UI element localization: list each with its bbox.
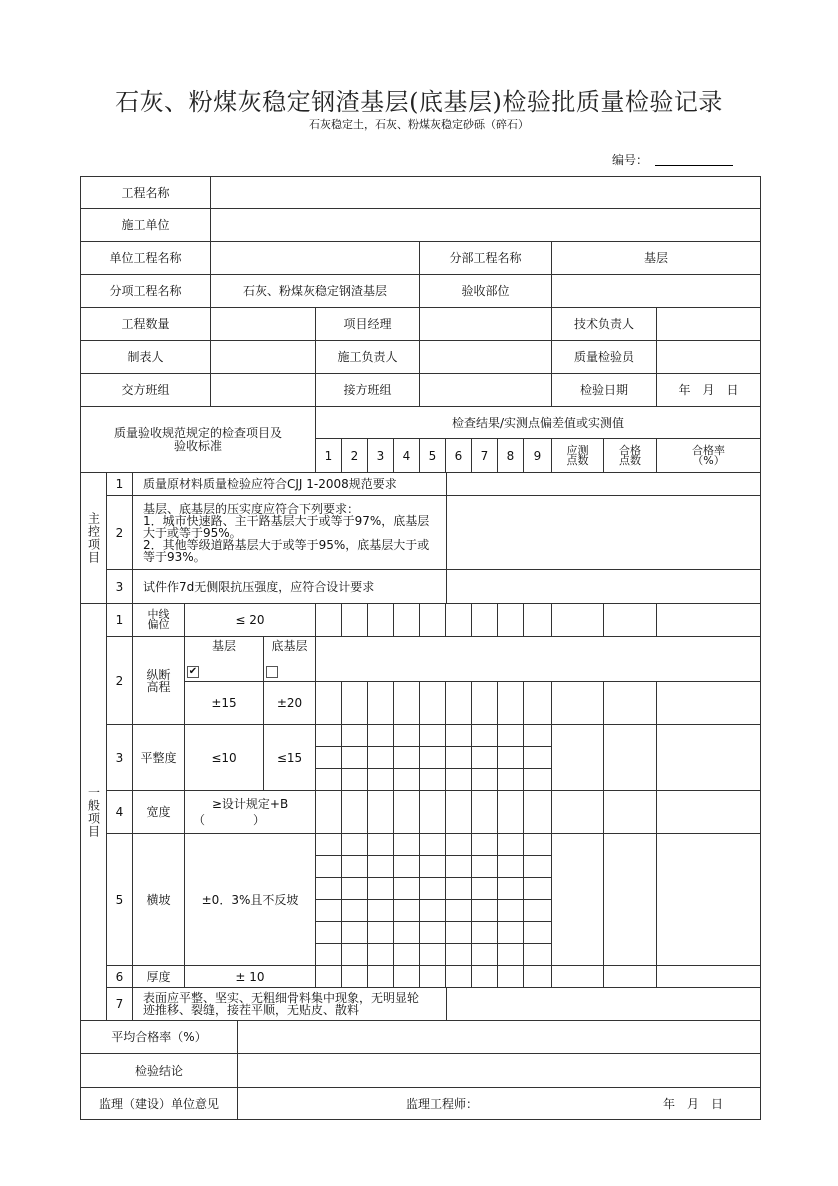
point-cell[interactable] — [523, 965, 552, 988]
point-cell[interactable] — [523, 943, 552, 966]
point-cell[interactable] — [419, 746, 446, 769]
tech-lead-field[interactable] — [656, 307, 761, 341]
point-cell[interactable] — [367, 921, 394, 944]
quantity-label: 工程数量 — [80, 307, 211, 341]
contractor-label: 施工单位 — [80, 208, 211, 242]
point-cell[interactable] — [471, 877, 498, 900]
general-item-no: 4 — [106, 790, 133, 834]
qualified-points-cell[interactable] — [603, 833, 657, 966]
point-cell[interactable] — [419, 724, 446, 747]
general-item-no: 6 — [106, 965, 133, 988]
general-item-name: 纵断高程 — [132, 636, 185, 725]
main-item-result[interactable] — [446, 472, 761, 496]
point-cell[interactable] — [393, 603, 420, 637]
main-item-text: 基层、底基层的压实度应符合下列要求： 1．城市快速路、主干路基层大于或等于97%，底基层大于或等于95%。 2．其他等级道路基层大于或等于95%，底基层大于或等于93%。 — [132, 495, 447, 570]
point-cell[interactable] — [315, 833, 342, 856]
point-cell[interactable] — [445, 603, 472, 637]
point-cell[interactable] — [393, 855, 420, 878]
point-cell[interactable] — [523, 790, 552, 834]
main-item-text: 试件作7d无侧限抗压强度，应符合设计要求 — [132, 569, 447, 604]
point-cell[interactable] — [471, 724, 498, 747]
point-cell[interactable] — [341, 833, 368, 856]
point-header: 4 — [393, 438, 420, 473]
point-cell[interactable] — [393, 943, 420, 966]
point-cell[interactable] — [419, 681, 446, 725]
construction-lead-label: 施工负责人 — [315, 340, 420, 374]
point-cell[interactable] — [315, 724, 342, 747]
point-cell[interactable] — [315, 921, 342, 944]
point-cell[interactable] — [471, 603, 498, 637]
pass-rate-cell[interactable] — [656, 833, 761, 966]
point-cell[interactable] — [523, 681, 552, 725]
inspector-field[interactable] — [656, 340, 761, 374]
point-header: 3 — [367, 438, 394, 473]
point-cell[interactable] — [341, 877, 368, 900]
subitem-project-value[interactable]: 石灰、粉煤灰稳定钢渣基层 — [210, 274, 420, 308]
point-cell[interactable] — [419, 921, 446, 944]
point-cell[interactable] — [471, 965, 498, 988]
point-cell[interactable] — [419, 899, 446, 922]
point-cell[interactable] — [523, 833, 552, 856]
qualified-points-header: 合格点数 — [603, 438, 657, 473]
page-title: 石灰、粉煤灰稳定钢渣基层(底基层)检验批质量检验记录 — [115, 88, 723, 116]
point-header: 6 — [445, 438, 472, 473]
main-control-group: 主控项目 — [80, 472, 107, 604]
point-cell[interactable] — [367, 724, 394, 747]
base-layer-option[interactable] — [184, 636, 264, 682]
receiving-team-label: 接方班组 — [315, 373, 420, 407]
qualified-points-cell[interactable] — [603, 603, 657, 637]
general-item-name: 中线偏位 — [132, 603, 185, 637]
acceptance-part-field[interactable] — [551, 274, 761, 308]
subbase-standard: ≤15 — [263, 724, 316, 791]
main-item-result[interactable] — [446, 569, 761, 604]
qualified-points-cell[interactable] — [603, 965, 657, 988]
division-project-label: 分部工程名称 — [419, 241, 552, 275]
main-item-no: 2 — [106, 495, 133, 570]
point-cell[interactable] — [341, 855, 368, 878]
required-points-cell[interactable] — [551, 965, 604, 988]
general-item-name: 横坡 — [132, 833, 185, 966]
main-item-text: 质量原材料质量检验应符合CJJ 1-2008规范要求 — [132, 472, 447, 496]
point-cell[interactable] — [393, 768, 420, 791]
point-cell[interactable] — [497, 603, 524, 637]
qualified-points-cell[interactable] — [603, 790, 657, 834]
point-cell[interactable] — [341, 603, 368, 637]
point-cell[interactable] — [341, 724, 368, 747]
point-cell[interactable] — [497, 681, 524, 725]
qualified-points-cell[interactable] — [603, 724, 657, 791]
point-cell[interactable] — [315, 746, 342, 769]
general-group: 一般项目 — [80, 603, 107, 1021]
page-subtitle: 石灰稳定土，石灰、粉煤灰稳定砂砾（碎石） — [309, 118, 529, 131]
required-points-header: 应测点数 — [551, 438, 604, 473]
inspection-date-field[interactable]: 年 月 日 — [656, 373, 761, 407]
point-cell[interactable] — [445, 855, 472, 878]
point-cell[interactable] — [367, 768, 394, 791]
point-header: 9 — [523, 438, 552, 473]
point-cell[interactable] — [367, 855, 394, 878]
supervisor-opinion-field[interactable] — [237, 1087, 761, 1120]
point-cell[interactable] — [497, 855, 524, 878]
point-cell[interactable] — [341, 790, 368, 834]
conclusion-label: 检验结论 — [80, 1053, 238, 1088]
point-header: 7 — [471, 438, 498, 473]
inspector-label: 质量检验员 — [551, 340, 657, 374]
point-cell[interactable] — [419, 833, 446, 856]
width-standard-text: ≥设计规定+B — [211, 797, 289, 811]
point-cell[interactable] — [445, 681, 472, 725]
serial-number-label: 编号： — [612, 153, 649, 167]
point-cell[interactable] — [471, 768, 498, 791]
supervisor-date: 年 月 日 — [663, 1096, 724, 1111]
required-points-cell[interactable] — [551, 724, 604, 791]
point-cell[interactable] — [523, 603, 552, 637]
point-cell[interactable] — [445, 724, 472, 747]
project-manager-label: 项目经理 — [315, 307, 420, 341]
point-cell[interactable] — [367, 899, 394, 922]
point-cell[interactable] — [341, 965, 368, 988]
required-points-cell[interactable] — [551, 681, 604, 725]
base-layer-checkbox[interactable]: ✔ — [188, 666, 198, 677]
general-item-no: 7 — [106, 987, 133, 1021]
subbase-layer-label: 底基层 — [271, 639, 308, 653]
required-points-cell[interactable] — [551, 833, 604, 966]
point-cell[interactable] — [471, 681, 498, 725]
point-cell[interactable] — [523, 855, 552, 878]
point-cell[interactable] — [445, 768, 472, 791]
general-item-result[interactable] — [446, 987, 761, 1021]
point-cell[interactable] — [445, 899, 472, 922]
width-standard — [184, 790, 316, 834]
main-item-no: 1 — [106, 472, 133, 496]
point-cell[interactable] — [471, 899, 498, 922]
point-cell[interactable] — [393, 899, 420, 922]
avg-pass-rate-field[interactable] — [237, 1020, 761, 1054]
point-cell[interactable] — [341, 899, 368, 922]
point-cell[interactable] — [315, 681, 342, 725]
point-cell[interactable] — [315, 855, 342, 878]
point-cell[interactable] — [445, 833, 472, 856]
point-cell[interactable] — [497, 768, 524, 791]
subbase-standard: ±20 — [263, 681, 316, 725]
inspection-date-label: 检验日期 — [551, 373, 657, 407]
point-cell[interactable] — [523, 899, 552, 922]
point-cell[interactable] — [497, 724, 524, 747]
qualified-points-cell[interactable] — [603, 681, 657, 725]
point-cell[interactable] — [341, 921, 368, 944]
point-cell[interactable] — [523, 877, 552, 900]
point-cell[interactable] — [419, 877, 446, 900]
point-header: 8 — [497, 438, 524, 473]
general-item-standard: ±0．3%且不反坡 — [184, 833, 316, 966]
point-cell[interactable] — [367, 790, 394, 834]
general-item-no: 2 — [106, 636, 133, 725]
point-cell[interactable] — [445, 965, 472, 988]
point-cell[interactable] — [393, 746, 420, 769]
point-cell[interactable] — [523, 724, 552, 747]
point-cell[interactable] — [445, 943, 472, 966]
base-standard: ±15 — [184, 681, 264, 725]
point-cell[interactable] — [315, 768, 342, 791]
general-item-name: 平整度 — [132, 724, 185, 791]
point-cell[interactable] — [445, 921, 472, 944]
criteria-header: 质量验收规范规定的检查项目及验收标准 — [80, 406, 316, 473]
point-cell[interactable] — [367, 877, 394, 900]
point-cell[interactable] — [497, 877, 524, 900]
general-item-standard: ≤ 20 — [184, 603, 316, 637]
point-cell[interactable] — [419, 965, 446, 988]
point-cell[interactable] — [315, 877, 342, 900]
point-cell[interactable] — [315, 899, 342, 922]
required-points-cell[interactable] — [551, 790, 604, 834]
point-cell[interactable] — [367, 965, 394, 988]
point-cell[interactable] — [445, 746, 472, 769]
point-cell[interactable] — [341, 746, 368, 769]
general-item-no: 1 — [106, 603, 133, 637]
point-cell[interactable] — [393, 724, 420, 747]
point-cell[interactable] — [419, 603, 446, 637]
point-header: 2 — [341, 438, 368, 473]
supervisor-opinion-label: 监理（建设）单位意见 — [80, 1087, 238, 1120]
point-cell[interactable] — [445, 790, 472, 834]
receiving-team-field[interactable] — [419, 373, 552, 407]
point-cell[interactable] — [471, 921, 498, 944]
point-cell[interactable] — [471, 833, 498, 856]
pass-rate-cell[interactable] — [656, 724, 761, 791]
required-points-cell[interactable] — [551, 603, 604, 637]
base-standard: ≤10 — [184, 724, 264, 791]
point-cell[interactable] — [367, 943, 394, 966]
point-cell[interactable] — [523, 921, 552, 944]
point-cell[interactable] — [471, 790, 498, 834]
point-cell[interactable] — [471, 943, 498, 966]
point-cell[interactable] — [393, 921, 420, 944]
point-cell[interactable] — [497, 833, 524, 856]
point-cell[interactable] — [393, 790, 420, 834]
acceptance-part-label: 验收部位 — [419, 274, 552, 308]
contractor-field[interactable] — [210, 208, 761, 242]
preparer-label: 制表人 — [80, 340, 211, 374]
width-standard-paren: （ ） — [193, 813, 266, 827]
point-cell[interactable] — [315, 965, 342, 988]
elevation-results-area[interactable] — [315, 636, 761, 682]
point-header: 1 — [315, 438, 342, 473]
subbase-layer-option[interactable] — [263, 636, 316, 682]
point-cell[interactable] — [497, 899, 524, 922]
unit-project-label: 单位工程名称 — [80, 241, 211, 275]
point-cell[interactable] — [393, 681, 420, 725]
point-cell[interactable] — [419, 943, 446, 966]
project-name-label: 工程名称 — [80, 176, 211, 209]
project-manager-field[interactable] — [419, 307, 552, 341]
subbase-layer-checkbox[interactable] — [266, 666, 278, 678]
point-cell[interactable] — [393, 877, 420, 900]
quantity-field[interactable] — [210, 307, 316, 341]
general-item-no: 3 — [106, 724, 133, 791]
results-header: 检查结果/实测点偏差值或实测值 — [315, 406, 761, 439]
avg-pass-rate-label: 平均合格率（%） — [80, 1020, 238, 1054]
point-cell[interactable] — [471, 855, 498, 878]
point-cell[interactable] — [341, 768, 368, 791]
tech-lead-label: 技术负责人 — [551, 307, 657, 341]
pass-rate-cell[interactable] — [656, 681, 761, 725]
handover-team-field[interactable] — [210, 373, 316, 407]
general-item-no: 5 — [106, 833, 133, 966]
point-cell[interactable] — [497, 943, 524, 966]
point-cell[interactable] — [367, 681, 394, 725]
pass-rate-cell[interactable] — [656, 790, 761, 834]
main-item-no: 3 — [106, 569, 133, 604]
pass-rate-header: 合格率（%） — [656, 438, 761, 473]
general-item-standard: ± 10 — [184, 965, 316, 988]
point-header: 5 — [419, 438, 446, 473]
point-cell[interactable] — [367, 833, 394, 856]
point-cell[interactable] — [367, 746, 394, 769]
preparer-field[interactable] — [210, 340, 316, 374]
construction-lead-field[interactable] — [419, 340, 552, 374]
point-cell[interactable] — [315, 790, 342, 834]
supervisor-engineer-label: 监理工程师： — [406, 1096, 479, 1111]
point-cell[interactable] — [497, 790, 524, 834]
point-cell[interactable] — [315, 603, 342, 637]
point-cell[interactable] — [367, 603, 394, 637]
point-cell[interactable] — [419, 768, 446, 791]
project-name-field[interactable] — [210, 176, 761, 209]
division-project-value[interactable]: 基层 — [551, 241, 761, 275]
point-cell[interactable] — [471, 746, 498, 769]
point-cell[interactable] — [419, 790, 446, 834]
general-item-text: 表面应平整、坚实、无粗细骨料集中现象，无明显轮迹推移、裂缝，接茬平顺，无贴皮、散料 — [132, 987, 447, 1021]
point-cell[interactable] — [497, 921, 524, 944]
point-cell[interactable] — [341, 681, 368, 725]
pass-rate-cell[interactable] — [656, 965, 761, 988]
general-item-name: 宽度 — [132, 790, 185, 834]
point-cell[interactable] — [497, 746, 524, 769]
subitem-project-label: 分项工程名称 — [80, 274, 211, 308]
point-cell[interactable] — [393, 965, 420, 988]
point-cell[interactable] — [341, 943, 368, 966]
point-cell[interactable] — [315, 943, 342, 966]
point-cell[interactable] — [419, 855, 446, 878]
conclusion-field[interactable] — [237, 1053, 761, 1088]
point-cell[interactable] — [445, 877, 472, 900]
point-cell[interactable] — [523, 746, 552, 769]
main-item-result[interactable] — [446, 495, 761, 570]
pass-rate-cell[interactable] — [656, 603, 761, 637]
point-cell[interactable] — [523, 768, 552, 791]
unit-project-field[interactable] — [210, 241, 420, 275]
point-cell[interactable] — [393, 833, 420, 856]
base-layer-label: 基层 — [211, 639, 236, 653]
point-cell[interactable] — [497, 965, 524, 988]
handover-team-label: 交方班组 — [80, 373, 211, 407]
general-item-name: 厚度 — [132, 965, 185, 988]
